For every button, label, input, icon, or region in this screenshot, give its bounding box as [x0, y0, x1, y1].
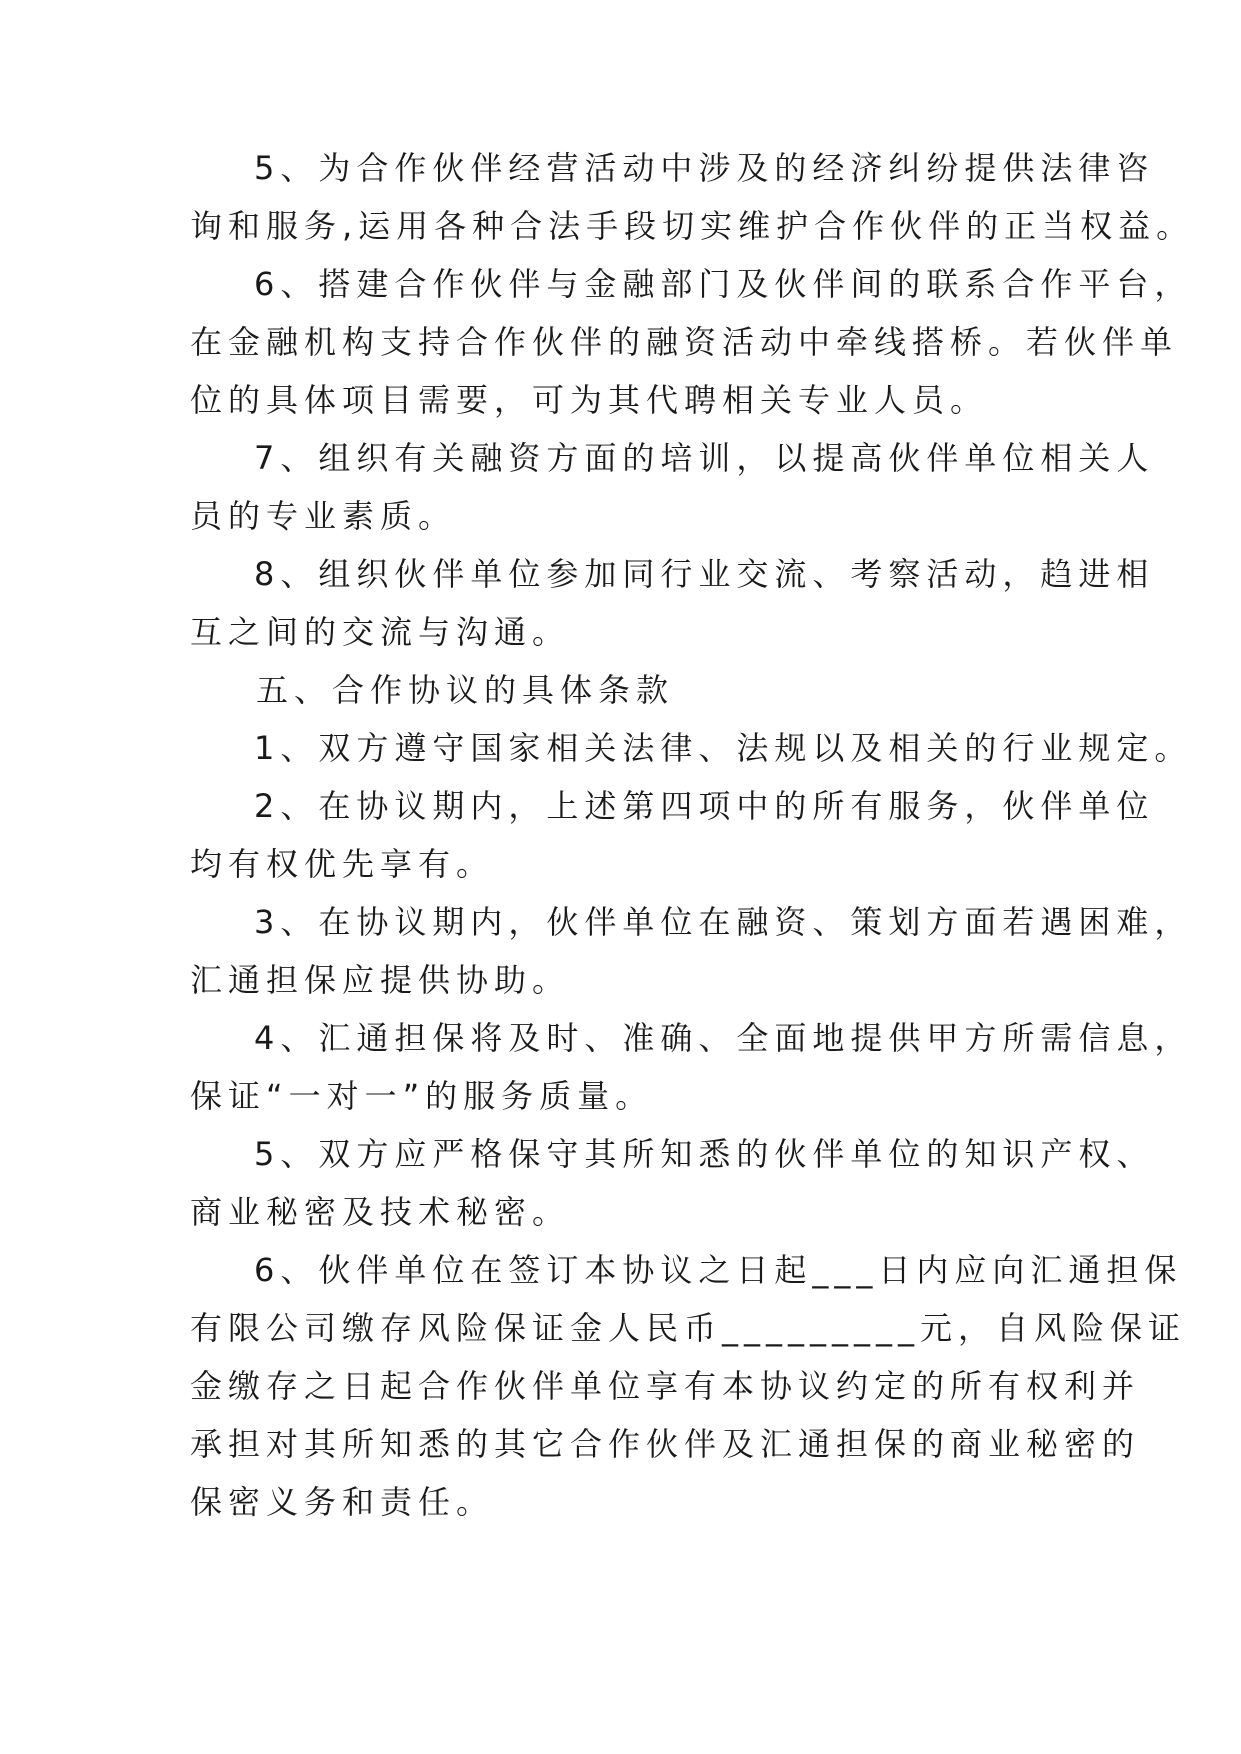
- text-line: 4、汇通担保将及时、准确、全面地提供甲方所需信息，: [254, 1019, 1193, 1057]
- text-line: 6、搭建合作伙伴与金融部门及伙伴间的联系合作平台，: [254, 265, 1193, 303]
- text-line: 汇通担保应提供协助。: [190, 961, 571, 999]
- text-line: 金缴存之日起合作伙伴单位享有本协议约定的所有权利并: [190, 1367, 1141, 1405]
- text-line: 有限公司缴存风险保证金人民币_________元，自风险保证: [190, 1309, 1187, 1347]
- text-line: 员的专业素质。: [190, 497, 457, 535]
- text-line: 6、伙伴单位在签订本协议之日起___日内应向汇通担保: [254, 1251, 1183, 1289]
- text-line: 保密义务和责任。: [190, 1483, 495, 1521]
- text-line: 7、组织有关融资方面的培训，以提高伙伴单位相关人: [254, 439, 1155, 477]
- text-line: 承担对其所知悉的其它合作伙伴及汇通担保的商业秘密的: [190, 1425, 1141, 1463]
- text-line: 8、组织伙伴单位参加同行业交流、考察活动，趋进相: [254, 555, 1155, 593]
- text-line: 2、在协议期内，上述第四项中的所有服务，伙伴单位: [254, 787, 1155, 825]
- text-line: 保证“一对一”的服务质量。: [190, 1077, 654, 1115]
- text-line: 位的具体项目需要，可为其代聘相关专业人员。: [190, 381, 989, 419]
- text-line: 互之间的交流与沟通。: [190, 613, 571, 651]
- section-heading: 五、合作协议的具体条款: [256, 671, 675, 709]
- text-line: 5、为合作伙伴经营活动中涉及的经济纠纷提供法律咨: [254, 149, 1155, 187]
- text-line: 1、双方遵守国家相关法律、法规以及相关的行业规定。: [254, 729, 1193, 767]
- text-line: 5、双方应严格保守其所知悉的伙伴单位的知识产权、: [254, 1135, 1155, 1173]
- text-line: 3、在协议期内，伙伴单位在融资、策划方面若遇困难，: [254, 903, 1193, 941]
- text-line: 均有权优先享有。: [190, 845, 495, 883]
- text-line: 询和服务,运用各种合法手段切实维护合作伙伴的正当权益。: [190, 207, 1195, 245]
- text-line: 商业秘密及技术秘密。: [190, 1193, 571, 1231]
- text-line: 在金融机构支持合作伙伴的融资活动中牵线搭桥。若伙伴单: [190, 323, 1179, 361]
